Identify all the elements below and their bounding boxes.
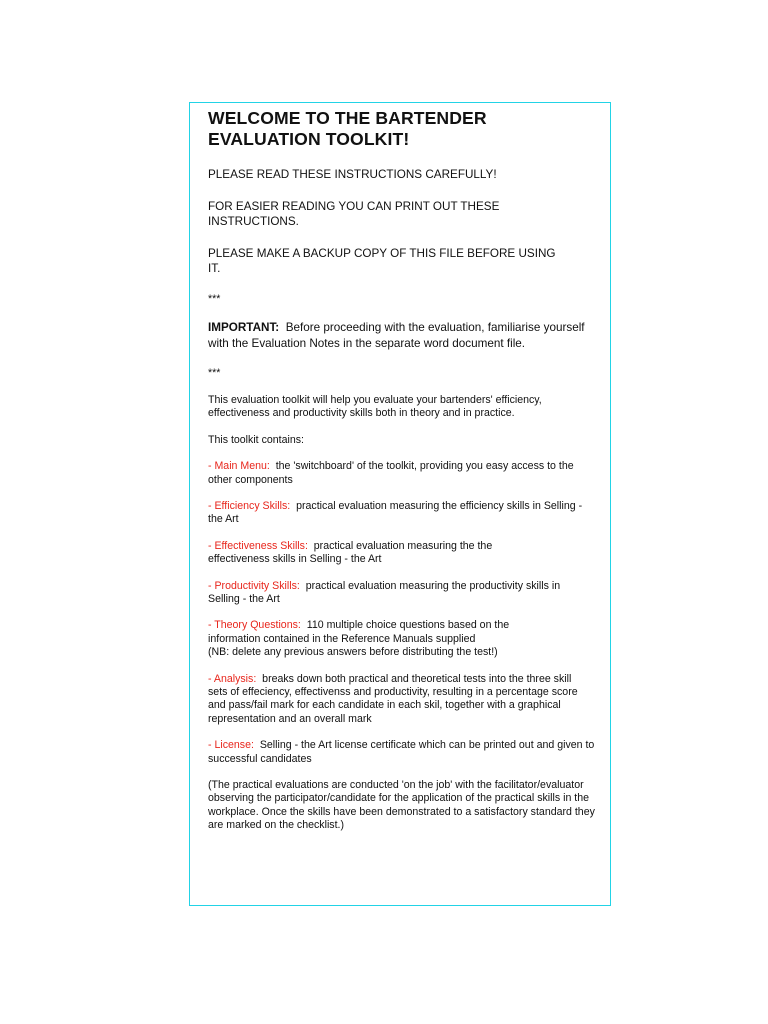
component-effectiveness-skills xyxy=(208,540,548,567)
component-main-menu xyxy=(208,460,600,487)
important-text: Before proceeding with the evaluation, familiarise yourself with the Evaluation Notes in the separate word document file. xyxy=(208,320,585,351)
separator-1: *** xyxy=(208,292,221,305)
component-desc: practical evaluation measuring the the effectiveness skills in Selling - the Art xyxy=(208,539,493,566)
important-notice xyxy=(208,320,590,353)
component-name: - Productivity Skills: xyxy=(208,579,300,592)
component-efficiency-skills xyxy=(208,500,586,527)
component-name: - License: xyxy=(208,739,254,752)
contains-heading: This toolkit contains: xyxy=(208,433,304,446)
component-name: - Theory Questions: xyxy=(208,619,301,632)
component-desc: 110 multiple choice questions based on the information contained in the Reference Manuals supplied xyxy=(208,619,510,645)
instruction-print: FOR EASIER READING YOU CAN PRINT OUT THESE INSTRUCTIONS. xyxy=(208,199,500,228)
component-desc: the 'switchboard' of the toolkit, providing you easy access to the other components xyxy=(208,460,574,486)
component-desc: breaks down both practical and theoretical tests into the three skill sets of effeciency, effectivenss and productivity, resulting in a percentage score and pass/fail mark for each candidate in each skil, together with a graphical representation and an overall mark xyxy=(208,672,578,725)
component-name: - Analysis: xyxy=(208,672,257,685)
instruction-read-carefully: PLEASE READ THESE INSTRUCTIONS CAREFULLY! xyxy=(208,168,497,181)
instruction-backup: PLEASE MAKE A BACKUP COPY OF THIS FILE BEFORE USING IT. xyxy=(208,246,556,275)
component-name: - Effectiveness Skills: xyxy=(208,539,308,552)
component-desc: practical evaluation measuring the efficiency skills in Selling - the Art xyxy=(208,499,583,526)
closing-note: (The practical evaluations are conducted 'on the job' with the facilitator/evaluator observing the participator/candidate for the application of the practical skills in the workplace. Once the skills have been demonstrated to a satisfactory standard they are marked on the checklist.) xyxy=(208,779,595,832)
title-line-1: WELCOME TO THE BARTENDER xyxy=(208,108,487,128)
component-name: - Efficiency Skills: xyxy=(208,499,291,512)
component-license xyxy=(208,739,600,766)
title-line-2: EVALUATION TOOLKIT! xyxy=(208,129,410,149)
component-analysis xyxy=(208,673,593,727)
component-desc: Selling - the Art license certificate which can be printed out and given to successful candidates xyxy=(208,739,595,765)
intro-paragraph: This evaluation toolkit will help you evaluate your bartenders' efficiency, effectiveness and productivity skills both in theory and in practice. xyxy=(208,393,542,420)
component-productivity-skills xyxy=(208,580,593,607)
component-note: (NB: delete any previous answers before distributing the test!) xyxy=(208,646,498,659)
document-content xyxy=(208,108,600,833)
component-desc: practical evaluation measuring the productivity skills in Selling - the Art xyxy=(208,579,561,605)
important-label: IMPORTANT: xyxy=(208,320,280,334)
component-theory-questions xyxy=(208,619,558,659)
document-title xyxy=(208,108,600,150)
component-name: - Main Menu: xyxy=(208,460,270,473)
separator-2: *** xyxy=(208,366,221,379)
